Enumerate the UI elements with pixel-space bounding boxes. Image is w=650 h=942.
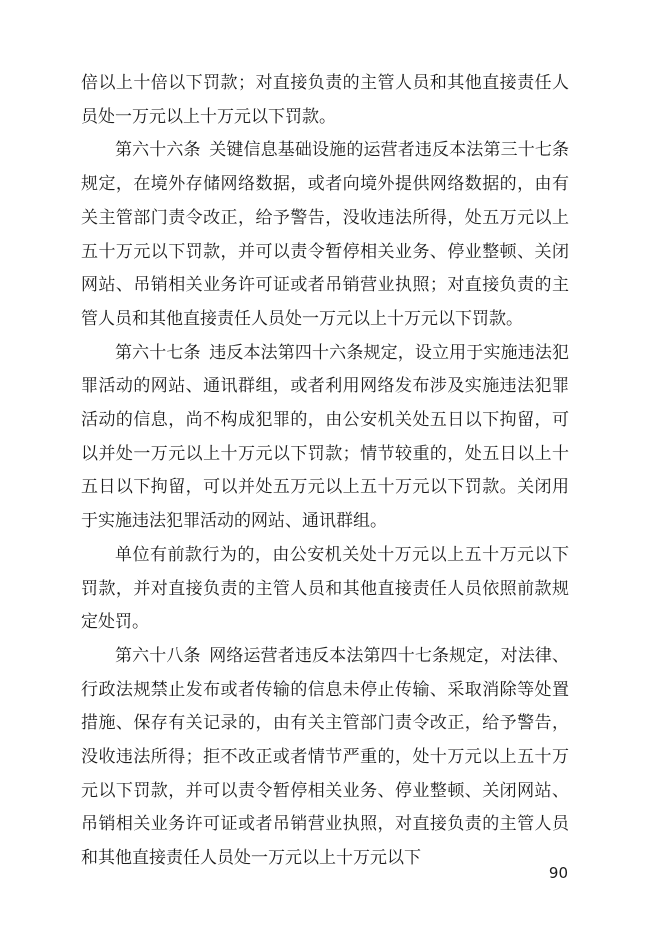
article-67-second-paragraph <box>81 539 569 640</box>
article-number: 第六十七条 <box>115 342 201 363</box>
paragraph-text: 单位有前款行为的，由公安机关处十万元以上五十万元以下罚款，并对直接负责的主管人员和其他直接责任人员依照前款规定处罚。 <box>81 544 569 633</box>
article-number: 第六十八条 <box>115 645 201 666</box>
article-68-paragraph <box>81 640 569 876</box>
paragraph-text: 关键信息基础设施的运营者违反本法第三十七条规定，在境外存储网络数据，或者向境外提供网络数据的，由有关主管部门责令改正，给予警告，没收违法所得，处五万元以上五十万元以下罚款，并可以责令暂停相关业务、停业整顿、关闭网站、吊销相关业务许可证或者吊销营业执照；对直接负责的主管人员和其他直接责任人员处一万元以上十万元以下罚款。 <box>81 140 570 329</box>
article-67-paragraph <box>81 337 569 539</box>
page-number: 90 <box>548 864 568 882</box>
paragraph-text: 违反本法第四十六条规定，设立用于实施违法犯罪活动的网站、通讯群组，或者利用网络发布涉及实施违法犯罪活动的信息，尚不构成犯罪的，由公安机关处五日以下拘留，可以并处一万元以上十万元以下罚款；情节较重的，处五日以上十五日以下拘留，可以并处五万元以上五十万元以下罚款。关闭用于实施违法犯罪活动的网站、通讯群组。 <box>81 342 570 532</box>
article-number: 第六十六条 <box>115 140 201 161</box>
body-text <box>81 67 569 876</box>
paragraph-continuation <box>81 67 569 134</box>
article-66-paragraph <box>81 134 569 336</box>
paragraph-text: 倍以上十倍以下罚款；对直接负责的主管人员和其他直接责任人员处一万元以上十万元以下罚款。 <box>81 73 569 127</box>
paragraph-text: 网络运营者违反本法第四十七条规定，对法律、行政法规禁止发布或者传输的信息未停止传输、采取消除等处置措施、保存有关记录的，由有关主管部门责令改正，给予警告，没收违法所得；拒不改正或者情节严重的，处十万元以上五十万元以下罚款，并可以责令暂停相关业务、停业整顿、关闭网站、吊销相关业务许可证或者吊销营业执照，对直接负责的主管人员和其他直接责任人员处一万元以上十万元以下 <box>81 645 570 869</box>
